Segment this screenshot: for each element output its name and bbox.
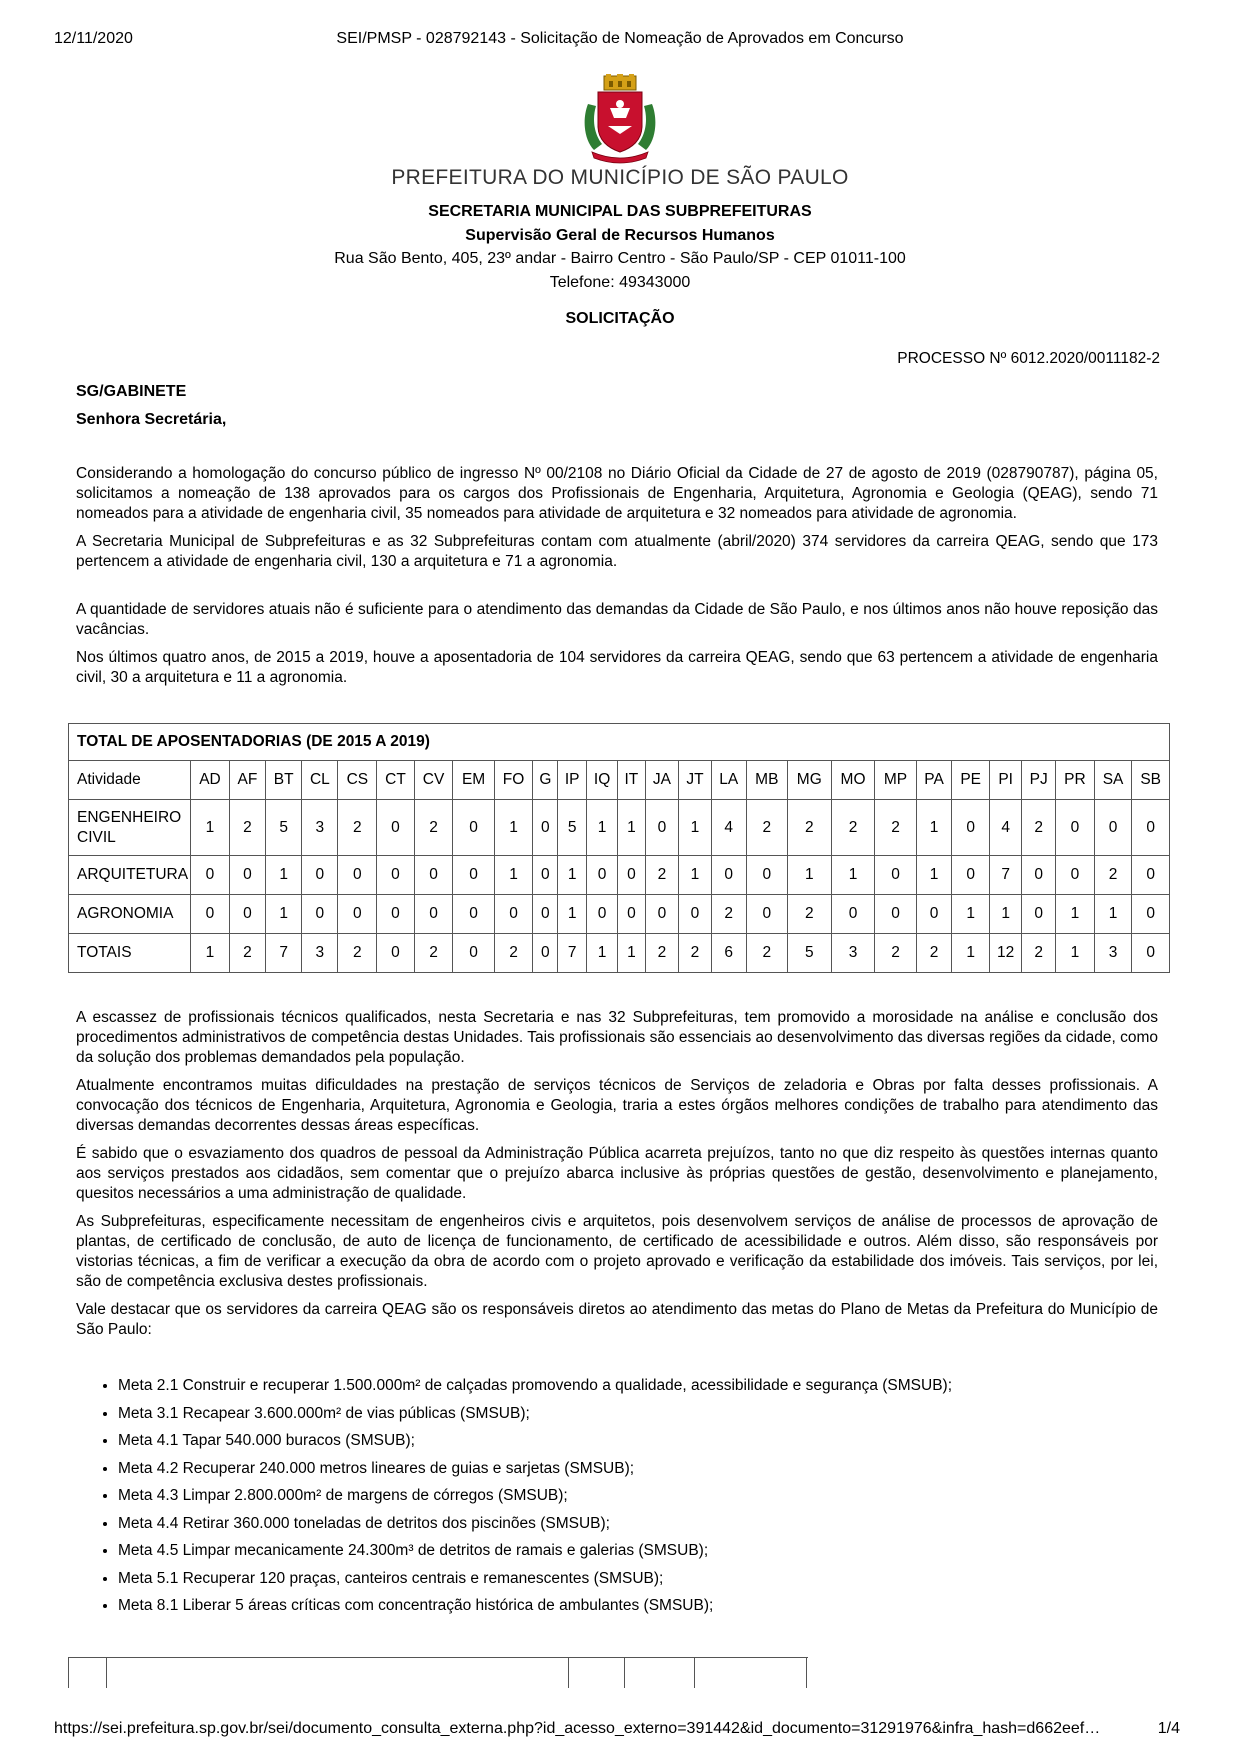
table-cell: 3 <box>302 934 338 973</box>
table-cell: 5 <box>558 800 587 856</box>
table-cell: 7 <box>558 934 587 973</box>
list-item: • Meta 4.2 Recuperar 240.000 metros lineares de guias e sarjetas (SMSUB); <box>118 1459 1200 1479</box>
supervisao-name: Supervisão Geral de Recursos Humanos <box>465 226 775 244</box>
column-header: JA <box>645 761 679 800</box>
phone: Telefone: 49343000 <box>549 273 691 291</box>
column-header: MG <box>787 761 831 800</box>
list-item: • Meta 4.3 Limpar 2.800.000m² de margens de córregos (SMSUB); <box>118 1486 1200 1506</box>
table-cell: 0 <box>494 895 533 934</box>
table-cell: 0 <box>453 895 494 934</box>
table-cell: 0 <box>453 934 494 973</box>
table-cell: 2 <box>746 800 787 856</box>
table-cell: 6 <box>711 934 746 973</box>
table-cell: 2 <box>679 934 711 973</box>
table-cell: 0 <box>377 934 414 973</box>
table-caption: TOTAL DE APOSENTADORIAS (DE 2015 A 2019) <box>69 724 1170 761</box>
table-cell: 7 <box>266 934 302 973</box>
table-cell: 1 <box>191 934 230 973</box>
table-cell: 0 <box>586 895 617 934</box>
table-cell: 0 <box>1022 895 1056 934</box>
column-header: MO <box>831 761 875 800</box>
metas-list <box>76 1376 1200 1624</box>
table-cell: 1 <box>916 800 952 856</box>
table-cell: 0 <box>377 856 414 895</box>
table-cell: 0 <box>1056 856 1095 895</box>
table-cell: 2 <box>645 934 679 973</box>
table-row <box>69 856 1170 895</box>
table-cell: 2 <box>414 800 453 856</box>
column-header: Atividade <box>69 761 191 800</box>
table-cell: 0 <box>1094 800 1131 856</box>
table-cell: 2 <box>1022 800 1056 856</box>
column-header: BT <box>266 761 302 800</box>
table-cell: 0 <box>679 895 711 934</box>
table-cell: 2 <box>1094 856 1131 895</box>
paragraph: As Subprefeituras, especificamente necessitam de engenheiros civis e arquitetos, pois desenvolvem serviços de análise de processos de aprovação de plantas, de certificado de conclusão, de auto de licença de funcionamento, de certificado de acessibilidade e outros. Além disso, são responsáveis por vistorias técnicas, a fim de verificar a execução da obra de acordo com o projeto aprovado e verificação da estabilidade dos imóveis. Tais serviços, por lei, são de competência exclusiva destes profissionais. <box>76 1213 1158 1290</box>
table-cell: 1 <box>831 856 875 895</box>
table-cell: 4 <box>989 800 1021 856</box>
table-cell: 5 <box>266 800 302 856</box>
table-cell: 1 <box>618 934 645 973</box>
table-cell: 2 <box>338 800 377 856</box>
table-cell: 2 <box>875 800 916 856</box>
table-cell: 5 <box>787 934 831 973</box>
table-cell: 2 <box>787 800 831 856</box>
table-cell: 1 <box>916 856 952 895</box>
table-cell: 1 <box>494 800 533 856</box>
table-cell: 1 <box>558 895 587 934</box>
column-header: SA <box>1094 761 1131 800</box>
column-header: JT <box>679 761 711 800</box>
table-cell: 2 <box>831 800 875 856</box>
organization-name: PREFEITURA DO MUNICÍPIO DE SÃO PAULO <box>391 166 849 189</box>
paragraphs-after <box>76 1008 1158 1348</box>
table-cell: 4 <box>711 800 746 856</box>
table-cell: 1 <box>586 934 617 973</box>
table-cell: 1 <box>679 800 711 856</box>
print-date: 12/11/2020 <box>54 30 133 47</box>
table-cell: 2 <box>875 934 916 973</box>
page-number: 1/4 <box>1157 1720 1180 1737</box>
column-header: IT <box>618 761 645 800</box>
table-cell: 0 <box>453 856 494 895</box>
column-header: CL <box>302 761 338 800</box>
table-cell: 1 <box>586 800 617 856</box>
table-cell: 12 <box>989 934 1021 973</box>
table-row <box>69 934 1170 973</box>
paragraph: A Secretaria Municipal de Subprefeituras e as 32 Subprefeituras contam com atualmente (abril/2020) 374 servidores da carreira QEAG, sendo que 173 pertencem a atividade de engenharia civil, 130 a arquitetura e 71 a agronomia. <box>76 533 1158 570</box>
table-cell: 2 <box>229 800 265 856</box>
table-cell: 0 <box>746 895 787 934</box>
table-cell: 0 <box>338 895 377 934</box>
table-cell: 1 <box>1056 895 1095 934</box>
paragraphs-intro <box>76 464 1158 580</box>
table-cell: 0 <box>746 856 787 895</box>
table-cell: 0 <box>586 856 617 895</box>
column-header: AD <box>191 761 230 800</box>
table-row <box>69 895 1170 934</box>
table-cell: 0 <box>645 895 679 934</box>
table-cell: 0 <box>618 895 645 934</box>
table-cell: 0 <box>453 800 494 856</box>
secretaria-name: SECRETARIA MUNICIPAL DAS SUBPREFEITURAS <box>428 203 812 220</box>
table-cell: 0 <box>1132 856 1170 895</box>
continued-table-border <box>68 1657 808 1688</box>
paragraph: É sabido que o esvaziamento dos quadros de pessoal da Administração Pública acarreta prejuízos, tanto no que diz respeito às questões internas quanto aos serviços prestados aos cidadãos, sem comentar que o prejuízo abarca inclusive às próprias questões de gestão, desenvolvimento e planejamento, quesitos necessários a uma administração de qualidade. <box>76 1145 1158 1202</box>
column-header: CV <box>414 761 453 800</box>
row-label: AGRONOMIA <box>69 895 191 934</box>
paragraph: A quantidade de servidores atuais não é suficiente para o atendimento das demandas da Cidade de São Paulo, e nos últimos anos não houve reposição das vacâncias. <box>76 601 1158 638</box>
document-type: SOLICITAÇÃO <box>565 310 675 327</box>
column-header: PI <box>989 761 1021 800</box>
table-cell: 1 <box>1094 895 1131 934</box>
table-cell: 0 <box>191 856 230 895</box>
table-header-row <box>69 761 1170 800</box>
column-header: IQ <box>586 761 617 800</box>
table-cell: 0 <box>875 856 916 895</box>
table-cell: 1 <box>494 856 533 895</box>
print-header <box>0 30 1240 52</box>
column-header: IP <box>558 761 587 800</box>
print-footer <box>0 1720 1240 1742</box>
table-cell: 0 <box>191 895 230 934</box>
table-cell: 0 <box>377 800 414 856</box>
column-header: FO <box>494 761 533 800</box>
table-cell: 0 <box>533 934 558 973</box>
table-cell: 1 <box>952 934 989 973</box>
retirements-table <box>68 723 1170 973</box>
paragraph: Considerando a homologação do concurso público de ingresso Nº 00/2108 no Diário Oficial da Cidade de 27 de agosto de 2019 (028790787), página 05, solicitamos a nomeação de 138 aprovados para os cargos dos Profissionais de Engenharia, Arquitetura, Agronomia e Geologia (QEAG), sendo 71 nomeados para a atividade de engenharia civil, 35 nomeados para atividade de arquitetura e 32 nomeados para atividade de agronomia. <box>76 465 1158 522</box>
table-cell: 0 <box>711 856 746 895</box>
table-cell: 0 <box>533 856 558 895</box>
column-header: LA <box>711 761 746 800</box>
table-cell: 1 <box>618 800 645 856</box>
list-item: • Meta 4.1 Tapar 540.000 buracos (SMSUB); <box>118 1431 1200 1451</box>
table-cell: 2 <box>229 934 265 973</box>
column-header: MP <box>875 761 916 800</box>
paragraph: Vale destacar que os servidores da carreira QEAG são os responsáveis diretos ao atendimento das metas do Plano de Metas da Prefeitura do Município de São Paulo: <box>76 1301 1158 1338</box>
table-cell: 0 <box>875 895 916 934</box>
process-number: PROCESSO Nº 6012.2020/0011182-2 <box>897 350 1160 367</box>
table-cell: 2 <box>711 895 746 934</box>
table-row <box>69 800 1170 856</box>
column-header: G <box>533 761 558 800</box>
table-cell: 0 <box>916 895 952 934</box>
table-cell: 0 <box>1022 856 1056 895</box>
table-cell: 0 <box>645 800 679 856</box>
list-item: • Meta 5.1 Recuperar 120 praças, canteiros centrais e remanescentes (SMSUB); <box>118 1569 1200 1589</box>
table-cell: 0 <box>533 895 558 934</box>
table-cell: 0 <box>1132 895 1170 934</box>
table-cell: 0 <box>831 895 875 934</box>
table-cell: 1 <box>952 895 989 934</box>
table-cell: 2 <box>916 934 952 973</box>
table-cell: 0 <box>533 800 558 856</box>
table-cell: 2 <box>1022 934 1056 973</box>
column-header: PR <box>1056 761 1095 800</box>
table-cell: 1 <box>191 800 230 856</box>
recipient <box>76 378 226 434</box>
table-cell: 0 <box>952 856 989 895</box>
letterhead <box>0 200 1240 294</box>
coat-of-arms-icon <box>580 74 660 164</box>
table-cell: 0 <box>229 856 265 895</box>
table-cell: 1 <box>1056 934 1095 973</box>
table-cell: 2 <box>787 895 831 934</box>
paragraph: A escassez de profissionais técnicos qualificados, nesta Secretaria e nas 32 Subprefeituras, tem promovido a morosidade na análise e conclusão dos procedimentos administrativos de competência destas Unidades. Tais profissionais são essenciais ao desenvolvimento das diversas regiões da cidade, como da solução dos problemas demandados pela população. <box>76 1009 1158 1066</box>
table-cell: 7 <box>989 856 1021 895</box>
table-cell: 0 <box>414 856 453 895</box>
print-title: SEI/PMSP - 028792143 - Solicitação de Nomeação de Aprovados em Concurso <box>336 30 904 47</box>
row-label: ARQUITETURA <box>69 856 191 895</box>
list-item: • Meta 2.1 Construir e recuperar 1.500.000m² de calçadas promovendo a qualidade, acessibilidade e segurança (SMSUB); <box>118 1376 1200 1396</box>
column-header: PA <box>916 761 952 800</box>
list-item: • Meta 4.5 Limpar mecanicamente 24.300m³ de detritos de ramais e galerias (SMSUB); <box>118 1541 1200 1561</box>
table-cell: 0 <box>1132 800 1170 856</box>
column-header: SB <box>1132 761 1170 800</box>
table-cell: 0 <box>302 856 338 895</box>
table-cell: 0 <box>229 895 265 934</box>
table-cell: 2 <box>494 934 533 973</box>
column-header: PJ <box>1022 761 1056 800</box>
address: Rua São Bento, 405, 23º andar - Bairro Centro - São Paulo/SP - CEP 01011-100 <box>334 250 906 267</box>
table-cell: 0 <box>302 895 338 934</box>
table-cell: 1 <box>558 856 587 895</box>
table-cell: 3 <box>831 934 875 973</box>
table-cell: 1 <box>266 895 302 934</box>
table-cell: 2 <box>414 934 453 973</box>
column-header: CT <box>377 761 414 800</box>
column-header: CS <box>338 761 377 800</box>
list-item: • Meta 3.1 Recapear 3.600.000m² de vias públicas (SMSUB); <box>118 1404 1200 1424</box>
table-cell: 0 <box>414 895 453 934</box>
row-label: ENGENHEIRO CIVIL <box>69 800 191 856</box>
column-header: MB <box>746 761 787 800</box>
row-label: TOTAIS <box>69 934 191 973</box>
salutation: Senhora Secretária, <box>76 411 227 428</box>
table-cell: 3 <box>1094 934 1131 973</box>
list-item: • Meta 4.4 Retirar 360.000 toneladas de detritos dos piscinões (SMSUB); <box>118 1514 1200 1534</box>
table-cell: 1 <box>266 856 302 895</box>
paragraph: Atualmente encontramos muitas dificuldades na prestação de serviços técnicos de Serviços de zeladoria e Obras por falta desses profissionais. A convocação dos técnicos de Engenharia, Arquitetura, Agronomia e Geologia, traria a estes órgãos melhores condições de trabalho para atendimento das diversas demandas decorrentes dessas áreas específicas. <box>76 1077 1158 1134</box>
table-cell: 0 <box>1132 934 1170 973</box>
table-cell: 0 <box>1056 800 1095 856</box>
column-header: PE <box>952 761 989 800</box>
table-cell: 1 <box>787 856 831 895</box>
table-cell: 2 <box>746 934 787 973</box>
column-header: AF <box>229 761 265 800</box>
recipient-unit: SG/GABINETE <box>76 383 187 400</box>
table-cell: 0 <box>952 800 989 856</box>
table-cell: 2 <box>338 934 377 973</box>
column-header: EM <box>453 761 494 800</box>
table-cell: 0 <box>377 895 414 934</box>
table-cell: 0 <box>338 856 377 895</box>
paragraphs-middle <box>76 600 1158 696</box>
table-cell: 1 <box>679 856 711 895</box>
list-item: • Meta 8.1 Liberar 5 áreas críticas com concentração histórica de ambulantes (SMSUB); <box>118 1596 1200 1616</box>
table-cell: 3 <box>302 800 338 856</box>
table-cell: 0 <box>618 856 645 895</box>
paragraph: Nos últimos quatro anos, de 2015 a 2019, houve a aposentadoria de 104 servidores da carreira QEAG, sendo que 63 pertencem a atividade de engenharia civil, 30 a arquitetura e 11 a agronomia. <box>76 649 1158 686</box>
table-cell: 1 <box>989 895 1021 934</box>
table-cell: 2 <box>645 856 679 895</box>
document-url-link[interactable]: https://sei.prefeitura.sp.gov.br/sei/documento_consulta_externa.php?id_acesso_externo=391442&id_documento=31291976&infra_hash=d662eef… <box>54 1720 1101 1737</box>
